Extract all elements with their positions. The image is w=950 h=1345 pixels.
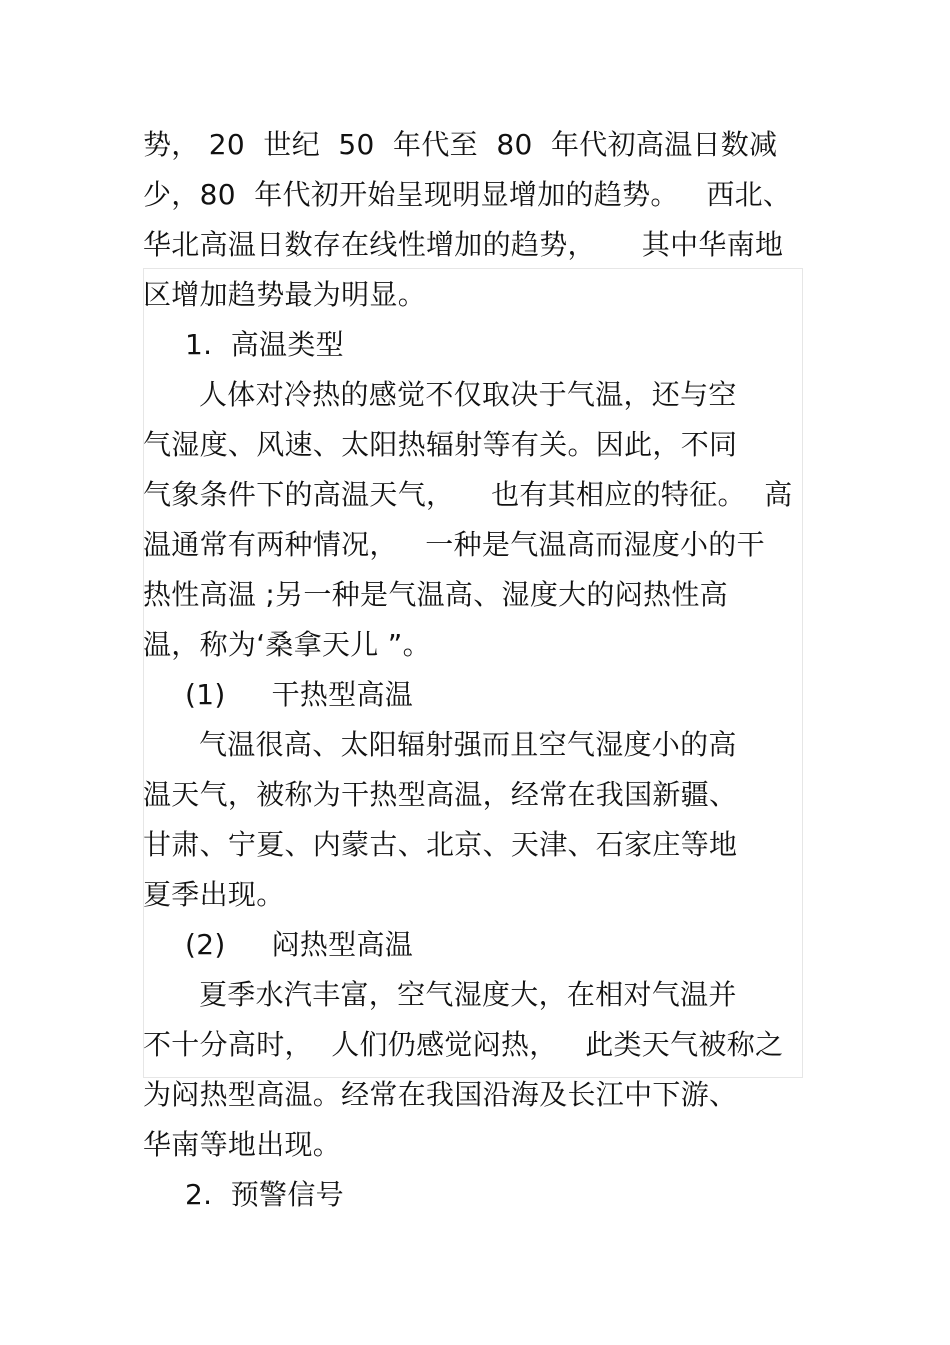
paragraph-line-5: 热性高温 ;另一种是气温高、湿度大的闷热性高 <box>143 578 728 611</box>
paragraph-line-1: 人体对冷热的感觉不仅取决于气温，还与空 <box>199 378 737 411</box>
paragraph-line-11: 夏季水汽丰富，空气湿度大，在相对气温并 <box>199 978 737 1011</box>
text-line-2: 少，80 年代初开始呈现明显增加的趋势。 西北、 <box>143 178 792 211</box>
paragraph-line-2: 气湿度、风速、太阳热辐射等有关。因此，不同 <box>143 428 738 461</box>
paragraph-line-10: 夏季出现。 <box>143 878 285 911</box>
subheading-dry-heat: (1) 干热型高温 <box>185 678 414 711</box>
paragraph-line-13: 为闷热型高温。经常在我国沿海及长江中下游、 <box>143 1078 738 1111</box>
paragraph-line-3: 气象条件下的高温天气， 也有其相应的特征。 高 <box>143 478 793 511</box>
section-heading-2: 2. 预警信号 <box>185 1178 344 1211</box>
text-line-1: 势， 20 世纪 50 年代至 80 年代初高温日数减 <box>143 128 778 161</box>
paragraph-line-7: 气温很高、太阳辐射强而且空气湿度小的高 <box>199 728 737 761</box>
section-heading-1: 1. 高温类型 <box>185 328 344 361</box>
paragraph-line-8: 温天气，被称为干热型高温，经常在我国新疆、 <box>143 778 738 811</box>
subheading-muggy-heat: (2) 闷热型高温 <box>185 928 414 961</box>
paragraph-line-9: 甘肃、宁夏、内蒙古、北京、天津、石家庄等地 <box>143 828 738 861</box>
text-line-3: 华北高温日数存在线性增加的趋势， 其中华南地 <box>143 228 784 261</box>
paragraph-line-4: 温通常有两种情况， 一种是气温高而湿度小的干 <box>143 528 765 561</box>
paragraph-line-12: 不十分高时， 人们仍感觉闷热， 此类天气被称之 <box>143 1028 784 1061</box>
paragraph-line-14: 华南等地出现。 <box>143 1128 342 1161</box>
text-line-4: 区增加趋势最为明显。 <box>143 278 427 311</box>
paragraph-line-6: 温，称为‘桑拿天儿 ”。 <box>143 628 431 661</box>
